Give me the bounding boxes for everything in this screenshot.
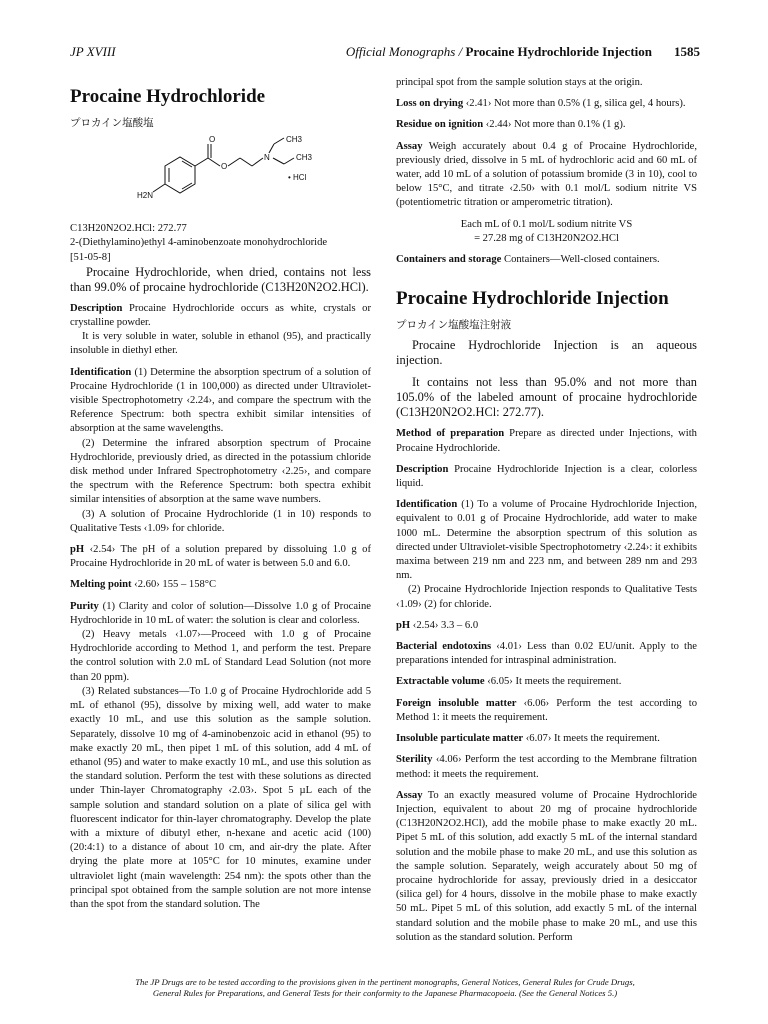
melting-section	[70, 578, 371, 592]
description-label: Description	[70, 302, 123, 314]
header-right-italic: Official Monographs /	[345, 44, 466, 59]
insoluble-particulate-matter	[396, 732, 697, 746]
header-left: JP XVIII	[70, 44, 116, 59]
monograph-intro: Procaine Hydrochloride, when dried, contains not less than 99.0% of procaine hydrochloride (C13H20N2O2.HCl).	[70, 264, 371, 294]
identification-1: (1) Determine the absorption spectrum of a solution of Procaine Hydrochloride (1 in 100,000) as directed under Ultraviolet-visible Spectrophotometry ‹2.24›, and compare the spectrum with the Reference Spectrum: both spectra exhibit similar intensities of absorption at the same wavelengths.	[70, 366, 371, 435]
melting-text: ‹2.60› 155 – 158°C	[134, 579, 217, 591]
injection-description-label: Description	[396, 463, 449, 475]
monograph-title: Procaine Hydrochloride	[70, 86, 266, 107]
description-text-2: It is very soluble in water, soluble in ethanol (95), and practically insoluble in diethyl ether.	[70, 331, 371, 357]
residue-label: Residue on ignition	[396, 119, 484, 131]
label-hcl: • HCl	[288, 173, 307, 183]
injection-identification-2: (2) Procaine Hydrochloride Injection responds to Qualitative Tests ‹1.09› (2) for chloride.	[396, 584, 697, 610]
molecular-formula: C13H20N2O2.HCl: 272.77	[70, 223, 187, 235]
label-h2n: H2N	[137, 191, 154, 201]
injection-intro-2: It contains not less than 95.0% and not more than 105.0% of the labeled amount of procaine hydrochloride (C13H20N2O2.HCl: 272.77).	[396, 375, 697, 420]
injection-japanese-name: プロカイン塩酸塩注射液	[396, 319, 512, 332]
header-right	[346, 44, 700, 60]
assay-text: Weigh accurately about 0.4 g of Procaine Hydrochloride, previously dried, dissolve in 5 mL of hydrochloric acid and 60 mL of water, add 10 mL of a solution of potassium bromide (3 in 10), cool to below 15°C, and titrate ‹2.50› with 0.1 mol/L sodium nitrite VS (potentiometric titration or amperometric titration).	[396, 140, 697, 209]
assay-equivalence-1: Each mL of 0.1 mol/L sodium nitrite VS	[460, 218, 633, 230]
label-n: N	[264, 153, 270, 163]
injection-identification-label: Identification	[396, 499, 458, 511]
extractable-text: ‹6.05› It meets the requirement.	[487, 676, 622, 688]
description-text-1: Procaine Hydrochloride occurs as white, crystals or crystalline powder.	[70, 302, 371, 329]
label-ch3-right: CH3	[296, 153, 313, 163]
residue-text: ‹2.44› Not more than 0.1% (1 g).	[485, 119, 626, 131]
injection-description	[396, 463, 697, 491]
loss-on-drying	[396, 97, 697, 111]
injection-intro-1: Procaine Hydrochloride Injection is an aqueous injection.	[396, 338, 697, 368]
left-column	[70, 76, 371, 912]
page-number: 1585	[674, 44, 700, 59]
insoluble-text: ‹6.07› It meets the requirement.	[525, 733, 660, 745]
assay-label: Assay	[396, 140, 423, 152]
melting-label: Melting point	[70, 579, 132, 591]
sterility	[396, 753, 697, 781]
endotoxin-label: Bacterial endotoxins	[396, 641, 492, 653]
method-section	[396, 427, 697, 455]
assay-equivalence-2: = 27.28 mg of C13H20N2O2.HCl	[474, 232, 619, 244]
purity-2: (2) Heavy metals ‹1.07›—Proceed with 1.0 g of Procaine Hydrochloride according to Method 1, and perform the test. Prepare the control solution with 2.0 mL of Standard Lead Solution (not more than 20 ppm).	[70, 629, 371, 683]
foreign-insoluble-matter	[396, 697, 697, 725]
injection-assay	[396, 789, 697, 945]
injection-title: Procaine Hydrochloride Injection	[396, 288, 669, 310]
running-head	[70, 44, 700, 64]
identification-2: (2) Determine the infrared absorption spectrum of Procaine Hydrochloride, previously dried, as directed in the potassium chloride disk method under Infrared Spectrophotometry ‹2.25›, and compare the spectrum with the Reference Spectrum: both spectra exhibit similar intensities of absorption at the same wave numbers.	[70, 437, 371, 506]
containers-section	[396, 253, 697, 267]
structural-formula	[70, 136, 371, 218]
loss-text: ‹2.41› Not more than 0.5% (1 g, silica gel, 4 hours).	[465, 98, 686, 110]
injection-identification	[396, 498, 697, 583]
assay-section	[396, 140, 697, 211]
identification-section	[70, 366, 371, 437]
purity-1: (1) Clarity and color of solution—Dissolve 1.0 g of Procaine Hydrochloride in 10 mL of water: the solution is clear and colorless.	[70, 600, 371, 626]
purity-3: (3) Related substances—To 1.0 g of Procaine Hydrochloride add 5 mL of ethanol (95), dissolve by mixing well, add water to make exactly 10 mL, and use this solution as the sample solution. Separately, dissolve 10 mg of 4-aminobenzoic acid in ethanol (95) to make exactly 20 mL, then pipet 1 mL of this solution, add 4 mL of ethanol (95) and water to make exactly 10 mL, and use this solution as the standard solution. Perform the test with these solutions as directed under Thin-layer Chromatography ‹2.03›. Spot 5 µL each of the sample solution and standard solution on a plate of silica gel with fluorescent indicator for thin-layer chromatography. Develop the plate with a mixture of dibutyl ether, n-hexane and acetic acid (100) (20:4:1) to a distance of about 10 cm, and air-dry the plate. After drying the plate more at 105°C for 10 minutes, examine under ultraviolet light (main wavelength: 254 nm): the spots other than the principal spot obtained from the sample solution are not more intense than the spot from the standard solution. The	[70, 685, 371, 910]
chemical-name: 2-(Diethylamino)ethyl 4-aminobenzoate monohydrochloride	[70, 237, 328, 249]
injection-ph-text: ‹2.54› 3.3 – 6.0	[412, 619, 479, 631]
header-right-bold: Procaine Hydrochloride Injection	[465, 44, 652, 59]
right-column	[396, 76, 697, 945]
foreign-label: Foreign insoluble matter	[396, 697, 517, 709]
endotoxin-text: ‹4.01› Less than 0.02 EU/unit. Apply to the preparations intended for intraspinal administration.	[396, 641, 697, 667]
description-section	[70, 302, 371, 330]
injection-assay-text: To an exactly measured volume of Procaine Hydrochloride Injection, equivalent to about 20 mg of procaine hydrochloride (C13H20N2O2.HCl), add the mobile phase to make exactly 20 mL. Pipet 5 mL of this solution, add exactly 5 mL of the internal standard solution and the mobile phase to make 20 mL, and use this solution as the sample solution. Separately, weigh accurately about 50 mg of procaine hydrochloride for assay, previously dried in a desiccator (silica gel) for 4 hours, dissolve in the mobile phase to make exactly 50 mL. Pipet 5 mL of this solution, add exactly 5 mL of the internal standard solution and the mobile phase to make 20 mL, and use this solution as the standard solution. Perform	[396, 789, 697, 943]
injection-ph-label: pH	[396, 619, 411, 631]
identification-3: (3) A solution of Procaine Hydrochloride (1 in 10) responds to Qualitative Tests ‹1.09› for chloride.	[70, 508, 371, 534]
method-text: Prepare as directed under Injections, with Procaine Hydrochloride.	[396, 428, 697, 454]
carbonyl-o-label: O	[209, 136, 216, 145]
ph-section	[70, 543, 371, 571]
sterility-text: ‹4.06› Perform the test according to the Membrane filtration method: it meets the requirement.	[396, 754, 697, 780]
containers-label: Containers and storage	[396, 254, 502, 266]
purity-section	[70, 600, 371, 628]
insoluble-label: Insoluble particulate matter	[396, 733, 524, 745]
footer-note	[70, 977, 700, 999]
japanese-name: プロカイン塩酸塩	[70, 117, 154, 129]
cas-number: [51-05-8]	[70, 251, 111, 263]
purity-label: Purity	[70, 600, 99, 612]
ph-label: pH	[70, 544, 85, 556]
label-ch3-top: CH3	[286, 136, 303, 145]
purity-continuation: principal spot from the sample solution stays at the origin.	[396, 77, 643, 88]
section-spacer	[396, 274, 697, 288]
injection-ph	[396, 619, 697, 633]
identification-label: Identification	[70, 366, 132, 378]
ph-text: ‹2.54› The pH of a solution prepared by dissoluing 1.0 g of Procaine Hydrochloride in 20 mL of water is between 5.0 and 6.0.	[70, 544, 371, 570]
injection-identification-1: (1) To a volume of Procaine Hydrochloride Injection, equivalent to 0.01 g of Procaine Hydrochloride, add water to make 1000 mL. Determine the absorption spectrum of this solution as directed under Ultraviolet-visible Spectrophotometry ‹2.24›: it exhibits maxima between 219 nm and 223 nm, and between 289 nm and 293 nm.	[396, 499, 698, 582]
footer-line-2: General Rules for Preparations, and General Tests for their conformity to the Japanese Pharmacopoeia. (See the General Notices 5.)	[152, 988, 618, 998]
injection-description-text: Procaine Hydrochloride Injection is a clear, colorless liquid.	[396, 463, 697, 490]
residue-on-ignition	[396, 118, 697, 132]
sterility-label: Sterility	[396, 754, 433, 766]
footer-line-1: The JP Drugs are to be tested according to the provisions given in the pertinent monographs, General Notices, General Rules for Crude Drugs,	[135, 977, 635, 987]
bacterial-endotoxins	[396, 640, 697, 668]
injection-assay-label: Assay	[396, 789, 423, 801]
containers-text: Containers—Well-closed containers.	[504, 254, 660, 266]
extractable-label: Extractable volume	[396, 676, 485, 688]
loss-label: Loss on drying	[396, 98, 464, 110]
method-label: Method of preparation	[396, 428, 505, 440]
foreign-text: ‹6.06› Perform the test according to Method 1: it meets the requirement.	[396, 697, 697, 723]
structure-svg	[70, 136, 371, 218]
extractable-volume	[396, 675, 697, 689]
label-o: O	[221, 162, 228, 172]
